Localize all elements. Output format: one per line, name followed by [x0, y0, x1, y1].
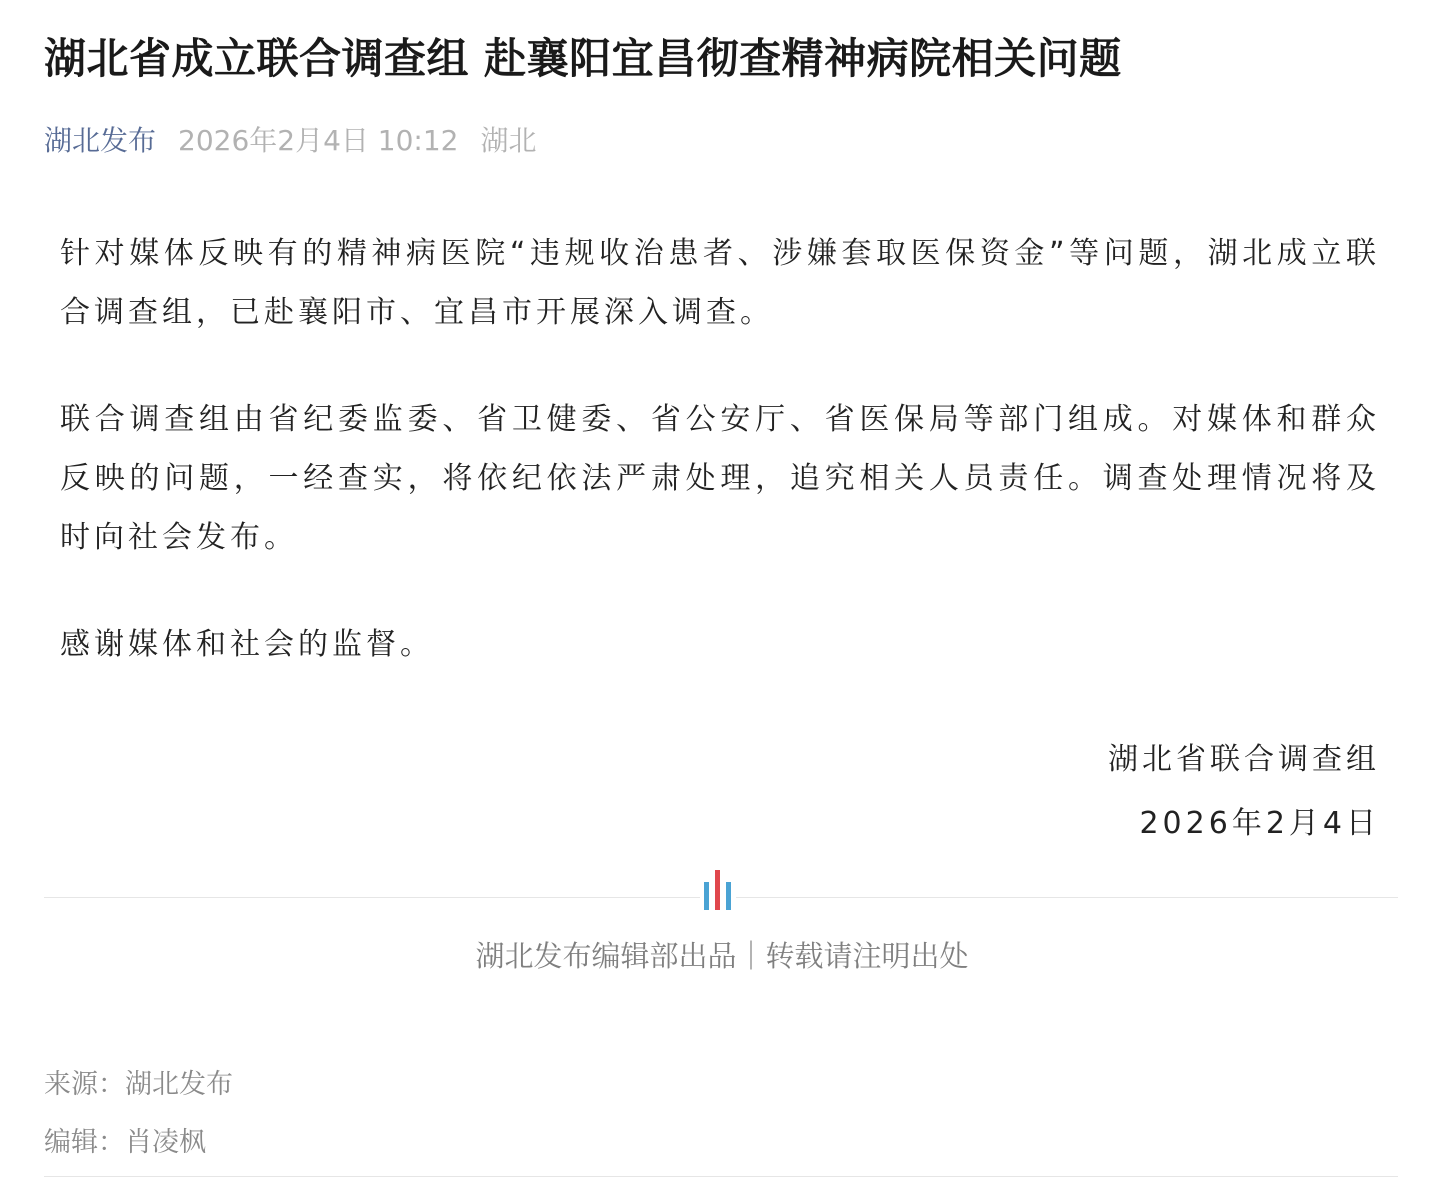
bar-signal-icon [700, 868, 736, 912]
paragraph-3: 感谢媒体和社会的监督。 [60, 627, 434, 662]
source-line: 来源：湖北发布 [44, 1069, 233, 1100]
signature-block [1108, 728, 1380, 856]
author-link[interactable]: 湖北发布 [44, 124, 157, 157]
paragraph-2: 联合调查组由省纪委监委、省卫健委、省公安厅、省医保局等部门组成。对媒体和群众反映的问题，一经查实，将依纪依法严肃处理，追究相关人员责任。调查处理情况将及时向社会发布。 [60, 402, 1380, 555]
signature-org: 湖北省联合调查组 [1108, 742, 1380, 777]
publish-datetime: 2026年2月4日 10:12 [178, 124, 459, 157]
logo-bar-middle [715, 870, 720, 910]
credit-line: 湖北发布编辑部出品｜转载请注明出处 [475, 939, 969, 973]
article-meta [44, 118, 537, 164]
logo-bar-left [704, 882, 709, 910]
publish-region: 湖北 [480, 124, 537, 157]
footer-info [44, 1056, 233, 1172]
editor-line: 编辑：肖凌枫 [44, 1127, 206, 1158]
section-divider [44, 868, 1398, 912]
article-title: 湖北省成立联合调查组 赴襄阳宜昌彻查精神病院相关问题 [44, 34, 1122, 83]
signature-date: 2026年2月4日 [1139, 806, 1380, 841]
paragraph-1: 针对媒体反映有的精神病医院“违规收治患者、涉嫌套取医保资金”等问题，湖北成立联合调查组，已赴襄阳市、宜昌市开展深入调查。 [60, 236, 1380, 330]
logo-bar-right [726, 882, 731, 910]
article-body [60, 224, 1380, 722]
footer-divider [44, 1176, 1398, 1177]
